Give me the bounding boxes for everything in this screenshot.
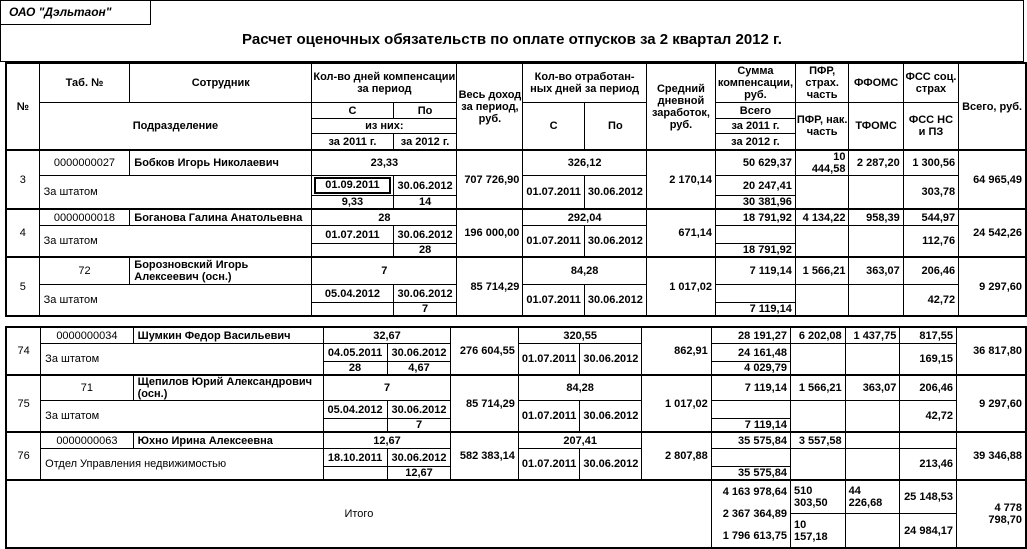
table-row: [6, 327, 1026, 344]
comp-to-cell[interactable]: 30.06.2012: [387, 344, 451, 362]
col-comp-sum: Сумма компенсации, руб.: [716, 63, 796, 103]
avg-daily-cell[interactable]: 2 170,14: [646, 150, 715, 209]
fss-cell[interactable]: [900, 432, 957, 449]
tfoms-cell[interactable]: [845, 344, 900, 376]
avg-daily-cell[interactable]: 862,91: [642, 327, 711, 375]
comp-to-cell[interactable]: 30.06.2012: [393, 176, 457, 196]
comp-days-2012-cell[interactable]: 28: [393, 244, 457, 258]
employee-block: [6, 257, 1026, 316]
comp-sum-2011-cell[interactable]: 20 247,41: [716, 176, 796, 196]
col-comp-to: По: [393, 103, 457, 119]
row-number-cell[interactable]: 3: [6, 150, 39, 209]
ffoms-cell[interactable]: 958,39: [849, 209, 903, 226]
report-table-top: [5, 62, 1027, 317]
col-worked-days: Кол-во отработан-ных дней за период: [523, 63, 647, 103]
avg-daily-cell[interactable]: 2 807,88: [642, 432, 711, 480]
worked-from-cell[interactable]: 01.07.2011: [518, 449, 579, 481]
comp-days-2012-cell[interactable]: 14: [393, 196, 457, 210]
employee-block: [6, 209, 1026, 257]
worked-to-cell[interactable]: 30.06.2012: [580, 449, 642, 481]
worked-to-cell[interactable]: 30.06.2012: [584, 285, 646, 317]
col-fss: ФСС соц. страх: [903, 63, 958, 103]
pfr-strah-cell[interactable]: 6 202,08: [790, 327, 845, 344]
comp-to-cell[interactable]: 30.06.2012: [387, 449, 451, 467]
comp-to-cell[interactable]: 30.06.2012: [387, 401, 451, 419]
row-total-cell[interactable]: 9 297,60: [957, 375, 1027, 432]
pfr-strah-cell[interactable]: 3 557,58: [790, 432, 845, 449]
employee-block: [6, 150, 1026, 209]
department-cell[interactable]: За штатом: [41, 344, 323, 376]
totals-block: [6, 480, 1026, 548]
col-department: Подразделение: [39, 103, 312, 151]
comp-sum-total-cell[interactable]: 7 119,14: [711, 375, 790, 401]
employee-name-cell[interactable]: Боганова Галина Анатольевна: [130, 209, 312, 226]
comp-days-2011-cell[interactable]: [323, 419, 387, 433]
employee-block: [6, 375, 1026, 432]
comp-sum-total-cell[interactable]: 50 629,37: [716, 150, 796, 176]
ffoms-cell[interactable]: 363,07: [849, 257, 903, 285]
totals-ffoms-cell[interactable]: [845, 480, 900, 548]
fss-ns-cell[interactable]: 213,46: [900, 449, 957, 481]
totals-comp-sum-total: 4 163 978,64: [722, 486, 787, 498]
col-tab-no: Таб. №: [39, 63, 130, 103]
ffoms-cell[interactable]: 2 287,20: [849, 150, 903, 176]
comp-days-total-cell[interactable]: 23,33: [312, 150, 457, 176]
pfr-nak-cell[interactable]: [795, 176, 849, 210]
col-employee: Сотрудник: [130, 63, 312, 103]
table-header: [6, 63, 1026, 150]
worked-days-total-cell[interactable]: 320,55: [518, 327, 642, 344]
department-cell[interactable]: Отдел Управления недвижимостью: [41, 449, 323, 481]
comp-sum-2012-cell[interactable]: 18 791,92: [716, 244, 796, 258]
income-cell[interactable]: 582 383,14: [451, 432, 518, 480]
comp-sum-2011-cell[interactable]: [716, 285, 796, 303]
comp-sum-total-cell[interactable]: 18 791,92: [716, 209, 796, 226]
table-row: [6, 257, 1026, 285]
totals-pfr-nak: 10 157,18: [793, 518, 828, 543]
col-ffoms: ФФОМС: [849, 63, 903, 103]
fss-ns-cell[interactable]: 112,76: [903, 226, 958, 258]
employee-block: [6, 432, 1026, 480]
col-income: Весь доход за период, руб.: [457, 63, 523, 150]
avg-daily-cell[interactable]: 1 017,02: [646, 257, 715, 316]
worked-days-total-cell[interactable]: 84,28: [518, 375, 642, 401]
income-cell[interactable]: 276 604,55: [451, 327, 518, 375]
comp-sum-2011-cell[interactable]: [716, 226, 796, 244]
worked-to-cell[interactable]: 30.06.2012: [580, 401, 642, 433]
table-row: [6, 432, 1026, 449]
income-cell[interactable]: 707 726,90: [457, 150, 523, 209]
col-comp-sum-total: Всего: [716, 103, 796, 119]
comp-days-total-cell[interactable]: 7: [323, 375, 451, 401]
totals-comp-sum-2012: 1 796 613,75: [722, 530, 787, 542]
fss-ns-cell[interactable]: 42,72: [903, 285, 958, 317]
col-worked-from: С: [523, 103, 584, 151]
worked-from-cell[interactable]: 01.07.2011: [518, 401, 579, 433]
comp-days-2012-cell[interactable]: 4,67: [387, 362, 451, 376]
worked-to-cell[interactable]: 30.06.2012: [580, 344, 642, 376]
comp-from-cell-selected[interactable]: [312, 176, 393, 196]
row-number-cell[interactable]: 74: [6, 327, 41, 375]
comp-from-cell[interactable]: 04.05.2011: [323, 344, 387, 362]
tab-number-cell[interactable]: 0000000063: [41, 432, 133, 449]
comp-to-cell[interactable]: 30.06.2012: [393, 226, 457, 244]
col-pfr-strah: ПФР, страх. часть: [795, 63, 849, 103]
totals-label-cell[interactable]: Итого: [6, 480, 711, 548]
comp-days-2012-cell[interactable]: 12,67: [387, 467, 451, 481]
totals-ffoms: 44 226,68: [846, 481, 900, 514]
comp-days-2011-cell[interactable]: [312, 303, 393, 317]
tab-number-cell[interactable]: 0000000034: [41, 327, 133, 344]
worked-days-total-cell[interactable]: 326,12: [523, 150, 647, 176]
totals-fss-cell[interactable]: [900, 480, 957, 548]
col-num: №: [6, 63, 39, 150]
table-row: [6, 150, 1026, 176]
pfr-strah-cell[interactable]: 1 566,21: [795, 257, 849, 285]
worked-days-total-cell[interactable]: 84,28: [523, 257, 647, 285]
col-days-2012: за 2012 г.: [393, 134, 457, 151]
report-title: Расчет оценочных обязательств по оплате отпусков за 2 квартал 2012 г.: [242, 31, 782, 48]
pfr-nak-cell[interactable]: [795, 226, 849, 258]
comp-days-total-cell[interactable]: 28: [312, 209, 457, 226]
fss-ns-cell[interactable]: 42,72: [900, 401, 957, 433]
comp-to-cell[interactable]: 30.06.2012: [393, 285, 457, 303]
worked-from-cell[interactable]: 01.07.2011: [518, 344, 579, 376]
comp-days-2011-cell[interactable]: 28: [323, 362, 387, 376]
employee-name-cell[interactable]: Щепилов Юрий Александрович (осн.): [133, 375, 323, 401]
pfr-nak-cell[interactable]: [790, 449, 845, 481]
col-comp-from: С: [312, 103, 393, 119]
pfr-nak-cell[interactable]: [790, 344, 845, 376]
ffoms-cell[interactable]: 1 437,75: [845, 327, 900, 344]
tfoms-cell[interactable]: [849, 226, 903, 258]
comp-sum-2011-cell[interactable]: [711, 401, 790, 419]
totals-grand-total-cell[interactable]: 4 778 798,70: [957, 480, 1027, 548]
worked-from-cell[interactable]: 01.07.2011: [523, 285, 584, 317]
worked-to-cell[interactable]: 30.06.2012: [584, 226, 646, 258]
pfr-strah-cell[interactable]: 1 566,21: [790, 375, 845, 401]
selected-cell-box[interactable]: 01.09.2011: [314, 177, 390, 194]
worked-days-total-cell[interactable]: 292,04: [523, 209, 647, 226]
totals-pfr-strah: 510 303,50: [791, 481, 845, 514]
employee-name-cell[interactable]: Юхно Ирина Алексеевна: [133, 432, 323, 449]
comp-sum-2011-cell[interactable]: 24 161,48: [711, 344, 790, 362]
totals-fss-ns: 24 984,17: [904, 524, 953, 537]
worked-days-total-cell[interactable]: 207,41: [518, 432, 642, 449]
totals-comp-sum-cell[interactable]: [711, 480, 790, 548]
comp-sum-total-cell[interactable]: 35 575,84: [711, 432, 790, 449]
income-cell[interactable]: 196 000,00: [457, 209, 523, 257]
comp-sum-2012-cell[interactable]: 35 575,84: [711, 467, 790, 481]
col-fss-ns: ФСС НС и ПЗ: [903, 103, 958, 151]
pfr-strah-cell[interactable]: 4 134,22: [795, 209, 849, 226]
row-total-cell[interactable]: 39 346,88: [957, 432, 1027, 480]
table-row: [6, 209, 1026, 226]
tfoms-cell[interactable]: [845, 401, 900, 433]
worked-to-cell[interactable]: 30.06.2012: [584, 176, 646, 210]
comp-sum-2012-cell[interactable]: 30 381,96: [716, 196, 796, 210]
row-total-cell[interactable]: 64 965,49: [959, 150, 1026, 209]
comp-from-cell[interactable]: 05.04.2012: [312, 285, 393, 303]
comp-sum-total-cell[interactable]: 28 191,27: [711, 327, 790, 344]
tfoms-cell[interactable]: [845, 449, 900, 481]
col-total: Всего, руб.: [959, 63, 1026, 150]
comp-days-total-cell[interactable]: 32,67: [323, 327, 451, 344]
employee-name-cell[interactable]: Шумкин Федор Васильевич: [133, 327, 323, 344]
comp-sum-2012-cell[interactable]: 4 029,79: [711, 362, 790, 376]
employee-name-cell[interactable]: Борозновский Игорь Алексеевич (осн.): [130, 257, 312, 285]
comp-days-2011-cell[interactable]: 9,33: [312, 196, 393, 210]
row-number-cell[interactable]: 75: [6, 375, 41, 432]
fss-cell[interactable]: 1 300,56: [903, 150, 958, 176]
ffoms-cell[interactable]: [845, 432, 900, 449]
col-tfoms: ТФОМС: [849, 103, 903, 151]
pfr-nak-cell[interactable]: [790, 401, 845, 433]
col-days-2011: за 2011 г.: [312, 134, 393, 151]
fss-ns-cell[interactable]: 303,78: [903, 176, 958, 210]
comp-sum-total-cell[interactable]: 7 119,14: [716, 257, 796, 285]
fss-cell[interactable]: 817,55: [900, 327, 957, 344]
fss-cell[interactable]: 206,46: [903, 257, 958, 285]
totals-pfr-cell[interactable]: [790, 480, 845, 548]
income-cell[interactable]: 85 714,29: [451, 375, 518, 432]
employee-block: [6, 327, 1026, 375]
department-cell[interactable]: За штатом: [39, 176, 312, 210]
tab-number-cell[interactable]: 72: [39, 257, 130, 285]
income-cell[interactable]: 85 714,29: [457, 257, 523, 316]
col-worked-to: По: [584, 103, 646, 151]
tab-number-cell[interactable]: 0000000018: [39, 209, 130, 226]
tfoms-cell[interactable]: [849, 176, 903, 210]
col-avg-daily: Средний дневной заработок, руб.: [646, 63, 715, 150]
comp-sum-2012-cell[interactable]: 7 119,14: [716, 303, 796, 317]
row-total-cell[interactable]: 9 297,60: [959, 257, 1026, 316]
comp-from-cell[interactable]: 18.10.2011: [323, 449, 387, 467]
row-number-cell[interactable]: 76: [6, 432, 41, 480]
comp-days-2012-cell[interactable]: 7: [387, 419, 451, 433]
col-comp-sum-2011: за 2011 г.: [716, 119, 796, 134]
tab-number-cell[interactable]: 71: [41, 375, 133, 401]
row-total-cell[interactable]: 36 817,80: [957, 327, 1027, 375]
comp-days-2011-cell[interactable]: [323, 467, 387, 481]
totals-tfoms: [846, 514, 900, 547]
row-number-cell[interactable]: 4: [6, 209, 39, 257]
comp-from-cell[interactable]: 01.07.2011: [312, 226, 393, 244]
table-row: [6, 375, 1026, 401]
company-name: ОАО "Дэльтаон": [1, 1, 151, 25]
fss-cell[interactable]: 206,46: [900, 375, 957, 401]
col-comp-days: Кол-во дней компенсации за период: [312, 63, 457, 103]
ffoms-cell[interactable]: 363,07: [845, 375, 900, 401]
comp-days-2012-cell[interactable]: 7: [393, 303, 457, 317]
col-of-them: из них:: [312, 119, 457, 134]
worked-from-cell[interactable]: 01.07.2011: [523, 176, 584, 210]
tfoms-cell[interactable]: [849, 285, 903, 317]
worked-from-cell[interactable]: 01.07.2011: [523, 226, 584, 258]
comp-from-cell[interactable]: 05.04.2012: [323, 401, 387, 419]
pfr-nak-cell[interactable]: [795, 285, 849, 317]
employee-name-cell[interactable]: Бобков Игорь Николаевич: [130, 150, 312, 176]
col-pfr-nak: ПФР, нак. часть: [795, 103, 849, 151]
totals-row: [6, 480, 1026, 548]
totals-comp-sum-2011: 2 367 364,89: [722, 508, 787, 520]
report-header: [0, 0, 1024, 62]
tab-number-cell[interactable]: 0000000027: [39, 150, 130, 176]
comp-sum-2012-cell[interactable]: 7 119,14: [711, 419, 790, 433]
row-number-cell[interactable]: 5: [6, 257, 39, 316]
department-cell[interactable]: За штатом: [39, 285, 312, 317]
comp-sum-2011-cell[interactable]: [711, 449, 790, 467]
fss-ns-cell[interactable]: 169,15: [900, 344, 957, 376]
avg-daily-cell[interactable]: 671,14: [646, 209, 715, 257]
comp-days-2011-cell[interactable]: [312, 244, 393, 258]
department-cell[interactable]: За штатом: [41, 401, 323, 433]
avg-daily-cell[interactable]: 1 017,02: [642, 375, 711, 432]
col-comp-sum-2012: за 2012 г.: [716, 134, 796, 151]
comp-days-total-cell[interactable]: 12,67: [323, 432, 451, 449]
row-total-cell[interactable]: 24 542,26: [959, 209, 1026, 257]
department-cell[interactable]: За штатом: [39, 226, 312, 258]
fss-cell[interactable]: 544,97: [903, 209, 958, 226]
totals-fss: 25 148,53: [900, 481, 956, 514]
comp-days-total-cell[interactable]: 7: [312, 257, 457, 285]
pfr-strah-cell[interactable]: 10 444,58: [795, 150, 849, 176]
